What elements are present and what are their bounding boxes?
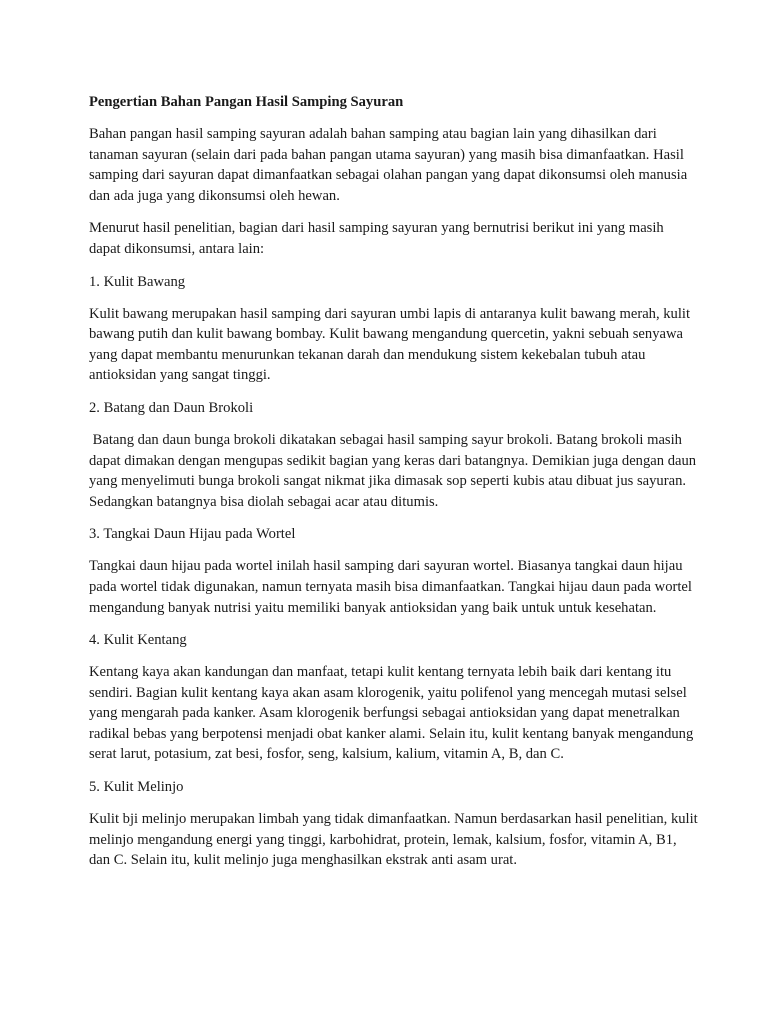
section-heading-kulit-kentang: 4. Kulit Kentang bbox=[89, 632, 187, 649]
document-title: Pengertian Bahan Pangan Hasil Samping Sayuran bbox=[89, 94, 404, 110]
section-heading-tangkai-daun-wortel: 3. Tangkai Daun Hijau pada Wortel bbox=[89, 526, 296, 543]
intro-paragraph: Bahan pangan hasil samping sayuran adalah bahan samping atau bagian lain yang dihasilkan dari tanaman sayuran (selain dari pada bahan pangan utama sayuran) yang masih bisa dimanfaatkan. Hasil samping dari sayuran dapat dimanfaatkan sebagai olahan pangan yang dapat dikonsumsi oleh manusia dan ada juga yang dikonsumsi oleh hewan. bbox=[89, 126, 688, 204]
section-body-batang-daun-brokoli: Batang dan daun bunga brokoli dikatakan sebagai hasil samping sayur brokoli. Batang brokoli masih dapat dimakan dengan mengupas sedikit bagian yang keras dari batangnya. Demikian juga dengan daun yang menyelimuti bunga brokoli sangat nikmat jika dimasak sop seperti kubis atau dibuat jus sayuran. Sedangkan batangnya bisa diolah sebagai acar atau ditumis. bbox=[89, 431, 700, 510]
section-body-kulit-melinjo: Kulit bji melinjo merupakan limbah yang tidak dimanfaatkan. Namun berdasarkan hasil penelitian, kulit melinjo mengandung energi yang tinggi, karbohidrat, protein, lemak, kalsium, fosfor, vitamin A, B1, dan C. Selain itu, kulit melinjo juga menghasilkan ekstrak anti asam urat. bbox=[89, 811, 698, 869]
lead-paragraph: Menurut hasil penelitian, bagian dari hasil samping sayuran yang bernutrisi berikut ini yang masih dapat dikonsumsi, antara lain: bbox=[89, 220, 664, 257]
section-body-kulit-kentang: Kentang kaya akan kandungan dan manfaat, tetapi kulit kentang ternyata lebih baik dari kentang itu sendiri. Bagian kulit kentang kaya akan asam klorogenik, yaitu polifenol yang mencegah mutasi selsel yang mengarah pada kanker. Asam klorogenik berfungsi sebagai antioksidan yang dapat menetralkan radikal bebas yang berpotensi menjadi obat kanker alami. Selain itu, kulit kentang banyak mengandung serat larut, potasium, zat besi, fosfor, seng, kalsium, kalium, vitamin A, B, dan C. bbox=[89, 664, 694, 763]
section-body-kulit-bawang: Kulit bawang merupakan hasil samping dari sayuran umbi lapis di antaranya kulit bawang merah, kulit bawang putih dan kulit bawang bombay. Kulit bawang mengandung quercetin, yakni sebuah senyawa yang dapat membantu menurunkan tekanan darah dan mendukung sistem kekebalan tubuh atau antioksidan yang sangat tinggi. bbox=[89, 305, 691, 384]
section-body-tangkai-daun-wortel: Tangkai daun hijau pada wortel inilah hasil samping dari sayuran wortel. Biasanya tangkai daun hijau pada wortel tidak digunakan, namun ternyata masih bisa dimanfaatkan. Tangkai hijau daun pada wortel mengandung banyak nutrisi yaitu memiliki banyak antioksidan yang baik untuk untuk kesehatan. bbox=[89, 558, 692, 616]
section-heading-kulit-bawang: 1. Kulit Bawang bbox=[89, 273, 186, 290]
section-heading-kulit-melinjo: 5. Kulit Melinjo bbox=[89, 779, 184, 796]
section-heading-batang-daun-brokoli: 2. Batang dan Daun Brokoli bbox=[89, 399, 254, 416]
